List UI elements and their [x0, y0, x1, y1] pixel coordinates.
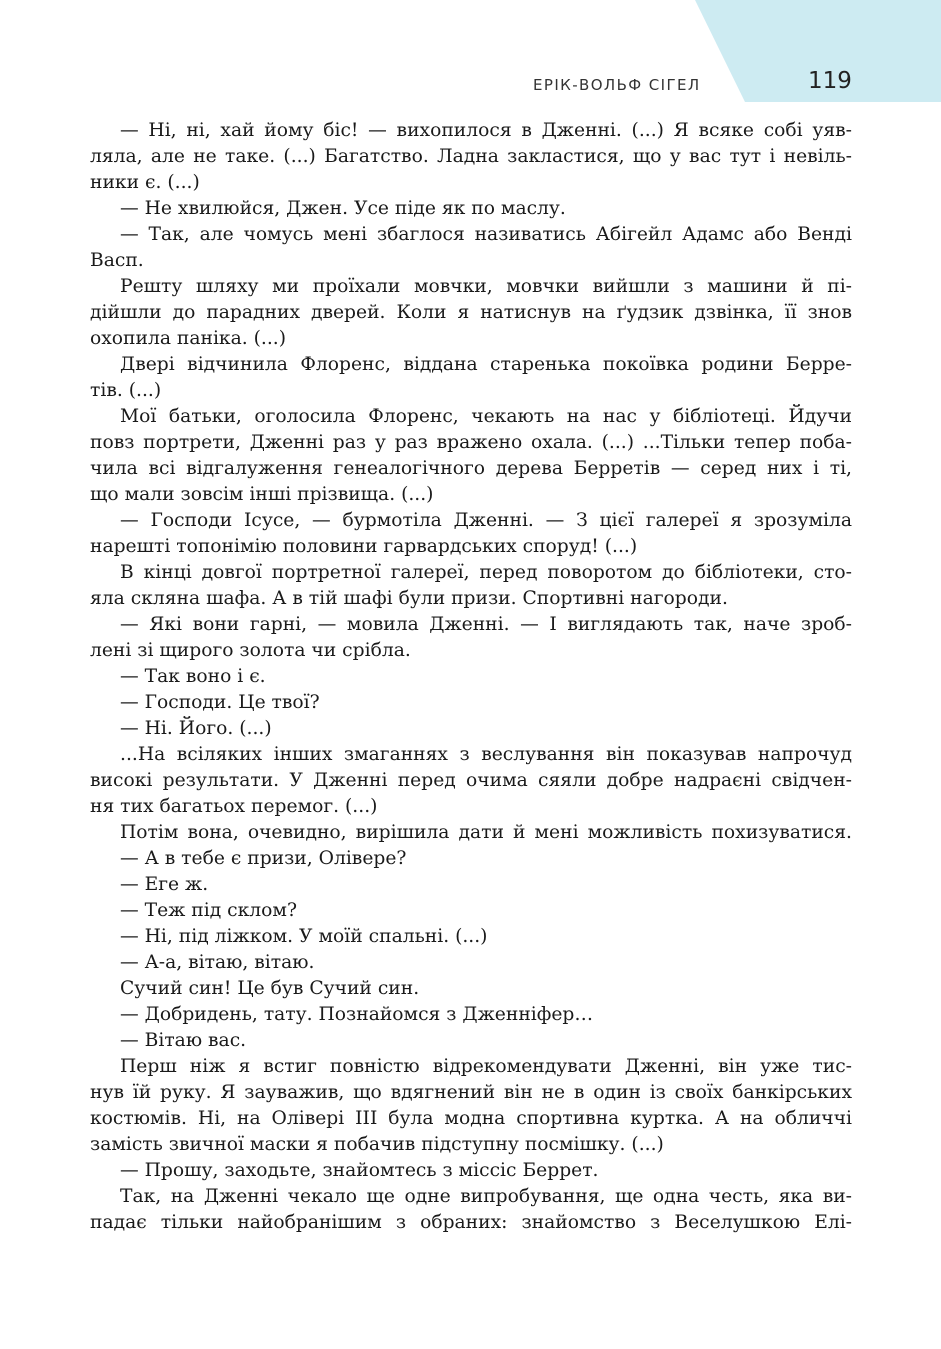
text-line: Васп.	[90, 250, 144, 271]
text-line: нув їй руку. Я зауважив, що вдягнений він не в один із своїх банкірських	[90, 1082, 852, 1103]
text-line: чила всі відгалуження генеалогічного дерева Берретів — серед них і ті,	[90, 458, 852, 479]
text-line: повз портрети, Дженні раз у раз вражено охала. (...) ...Тільки тепер поба-	[90, 432, 852, 453]
page-number: 119	[808, 68, 852, 94]
text-line: В кінці довгої портретної галереї, перед поворотом до бібліотеки, сто-	[120, 562, 852, 583]
text-line: Мої батьки, оголосила Флоренс, чекають на нас у бібліотеці. Йдучи	[120, 406, 852, 427]
text-line: що мали зовсім інші прізвища. (...)	[90, 484, 434, 505]
text-line: високі результати. У Дженні перед очима сяяли добре надраєні свідчен-	[90, 770, 852, 791]
text-line: охопила паніка. (...)	[90, 328, 287, 349]
text-line: — Еге ж.	[120, 874, 209, 895]
text-line: — Ні. Його. (...)	[120, 718, 272, 739]
text-line: Сучий син! Це був Сучий син.	[120, 978, 420, 999]
text-line: Перш ніж я встиг повністю відрекомендувати Дженні, він уже тис-	[120, 1056, 852, 1077]
text-line: — Ні, ні, хай йому біс! — вихопилося в Дженні. (...) Я всяке собі уяв-	[120, 120, 852, 141]
text-line: Решту шляху ми проїхали мовчки, мовчки вийшли з машини й пі-	[120, 276, 852, 297]
header-accent-shape	[0, 0, 941, 102]
text-line: Двері відчинила Флоренс, віддана старенька покоївка родини Берре-	[120, 354, 852, 375]
text-line: тів. (...)	[90, 380, 162, 401]
text-line: ляла, але не таке. (...) Багатство. Ладна закластися, що у вас тут і невіль-	[90, 146, 852, 167]
text-line: лені зі щирого золота чи срібла.	[90, 640, 411, 661]
text-line: — Господи Ісусе, — бурмотіла Дженні. — З цієї галереї я зрозуміла	[120, 510, 852, 531]
text-line: — Господи. Це твої?	[120, 692, 320, 713]
text-line: ня тих багатьох перемог. (...)	[90, 796, 378, 817]
running-header-author: ЕРІК-ВОЛЬФ СІГЕЛ	[533, 76, 701, 94]
text-line: — Так, але чомусь мені збаглося називатись Абігейл Адамс або Венді	[120, 224, 852, 245]
text-line: — А в тебе є призи, Олівере?	[120, 848, 407, 869]
text-line: — Які вони гарні, — мовила Дженні. — І виглядають так, наче зроб-	[120, 614, 852, 635]
text-line: — Не хвилюйся, Джен. Усе піде як по маслу.	[120, 198, 566, 219]
text-line: нарешті топонімію половини гарвардських споруд! (...)	[90, 536, 638, 557]
text-line: Так, на Дженні чекало ще одне випробування, ще одна честь, яка ви-	[120, 1186, 852, 1207]
text-line: — Вітаю вас.	[120, 1030, 247, 1051]
body-text	[90, 118, 852, 1236]
text-line: ники є. (...)	[90, 172, 200, 193]
text-line: — Теж під склом?	[120, 900, 297, 921]
text-line: падає тільки найобранішим з обраних: знайомство з Веселушкою Елі-	[90, 1212, 852, 1233]
text-line: — Добридень, тату. Познайомся з Дженніфер…	[120, 1004, 594, 1025]
text-line: — Прошу, заходьте, знайомтесь з міссіс Беррет.	[120, 1160, 599, 1181]
text-line: дійшли до парадних дверей. Коли я натиснув на ґудзик дзвінка, її знов	[90, 302, 852, 323]
text-line: ...На всіляких інших змаганнях з веслування він показував напрочуд	[120, 744, 852, 765]
text-line: Потім вона, очевидно, вирішила дати й мені можливість похизуватися.	[120, 822, 852, 843]
text-line: — Так воно і є.	[120, 666, 266, 687]
text-line: — А-а, вітаю, вітаю.	[120, 952, 315, 973]
text-line: костюмів. Ні, на Олівері III була модна спортивна куртка. А на обличчі	[90, 1108, 852, 1129]
text-line: яла скляна шафа. А в тій шафі були призи. Спортивні нагороди.	[90, 588, 728, 609]
text-line: — Ні, під ліжком. У моїй спальні. (...)	[120, 926, 488, 947]
text-line: замість звичної маски я побачив підступну посмішку. (...)	[90, 1134, 664, 1155]
